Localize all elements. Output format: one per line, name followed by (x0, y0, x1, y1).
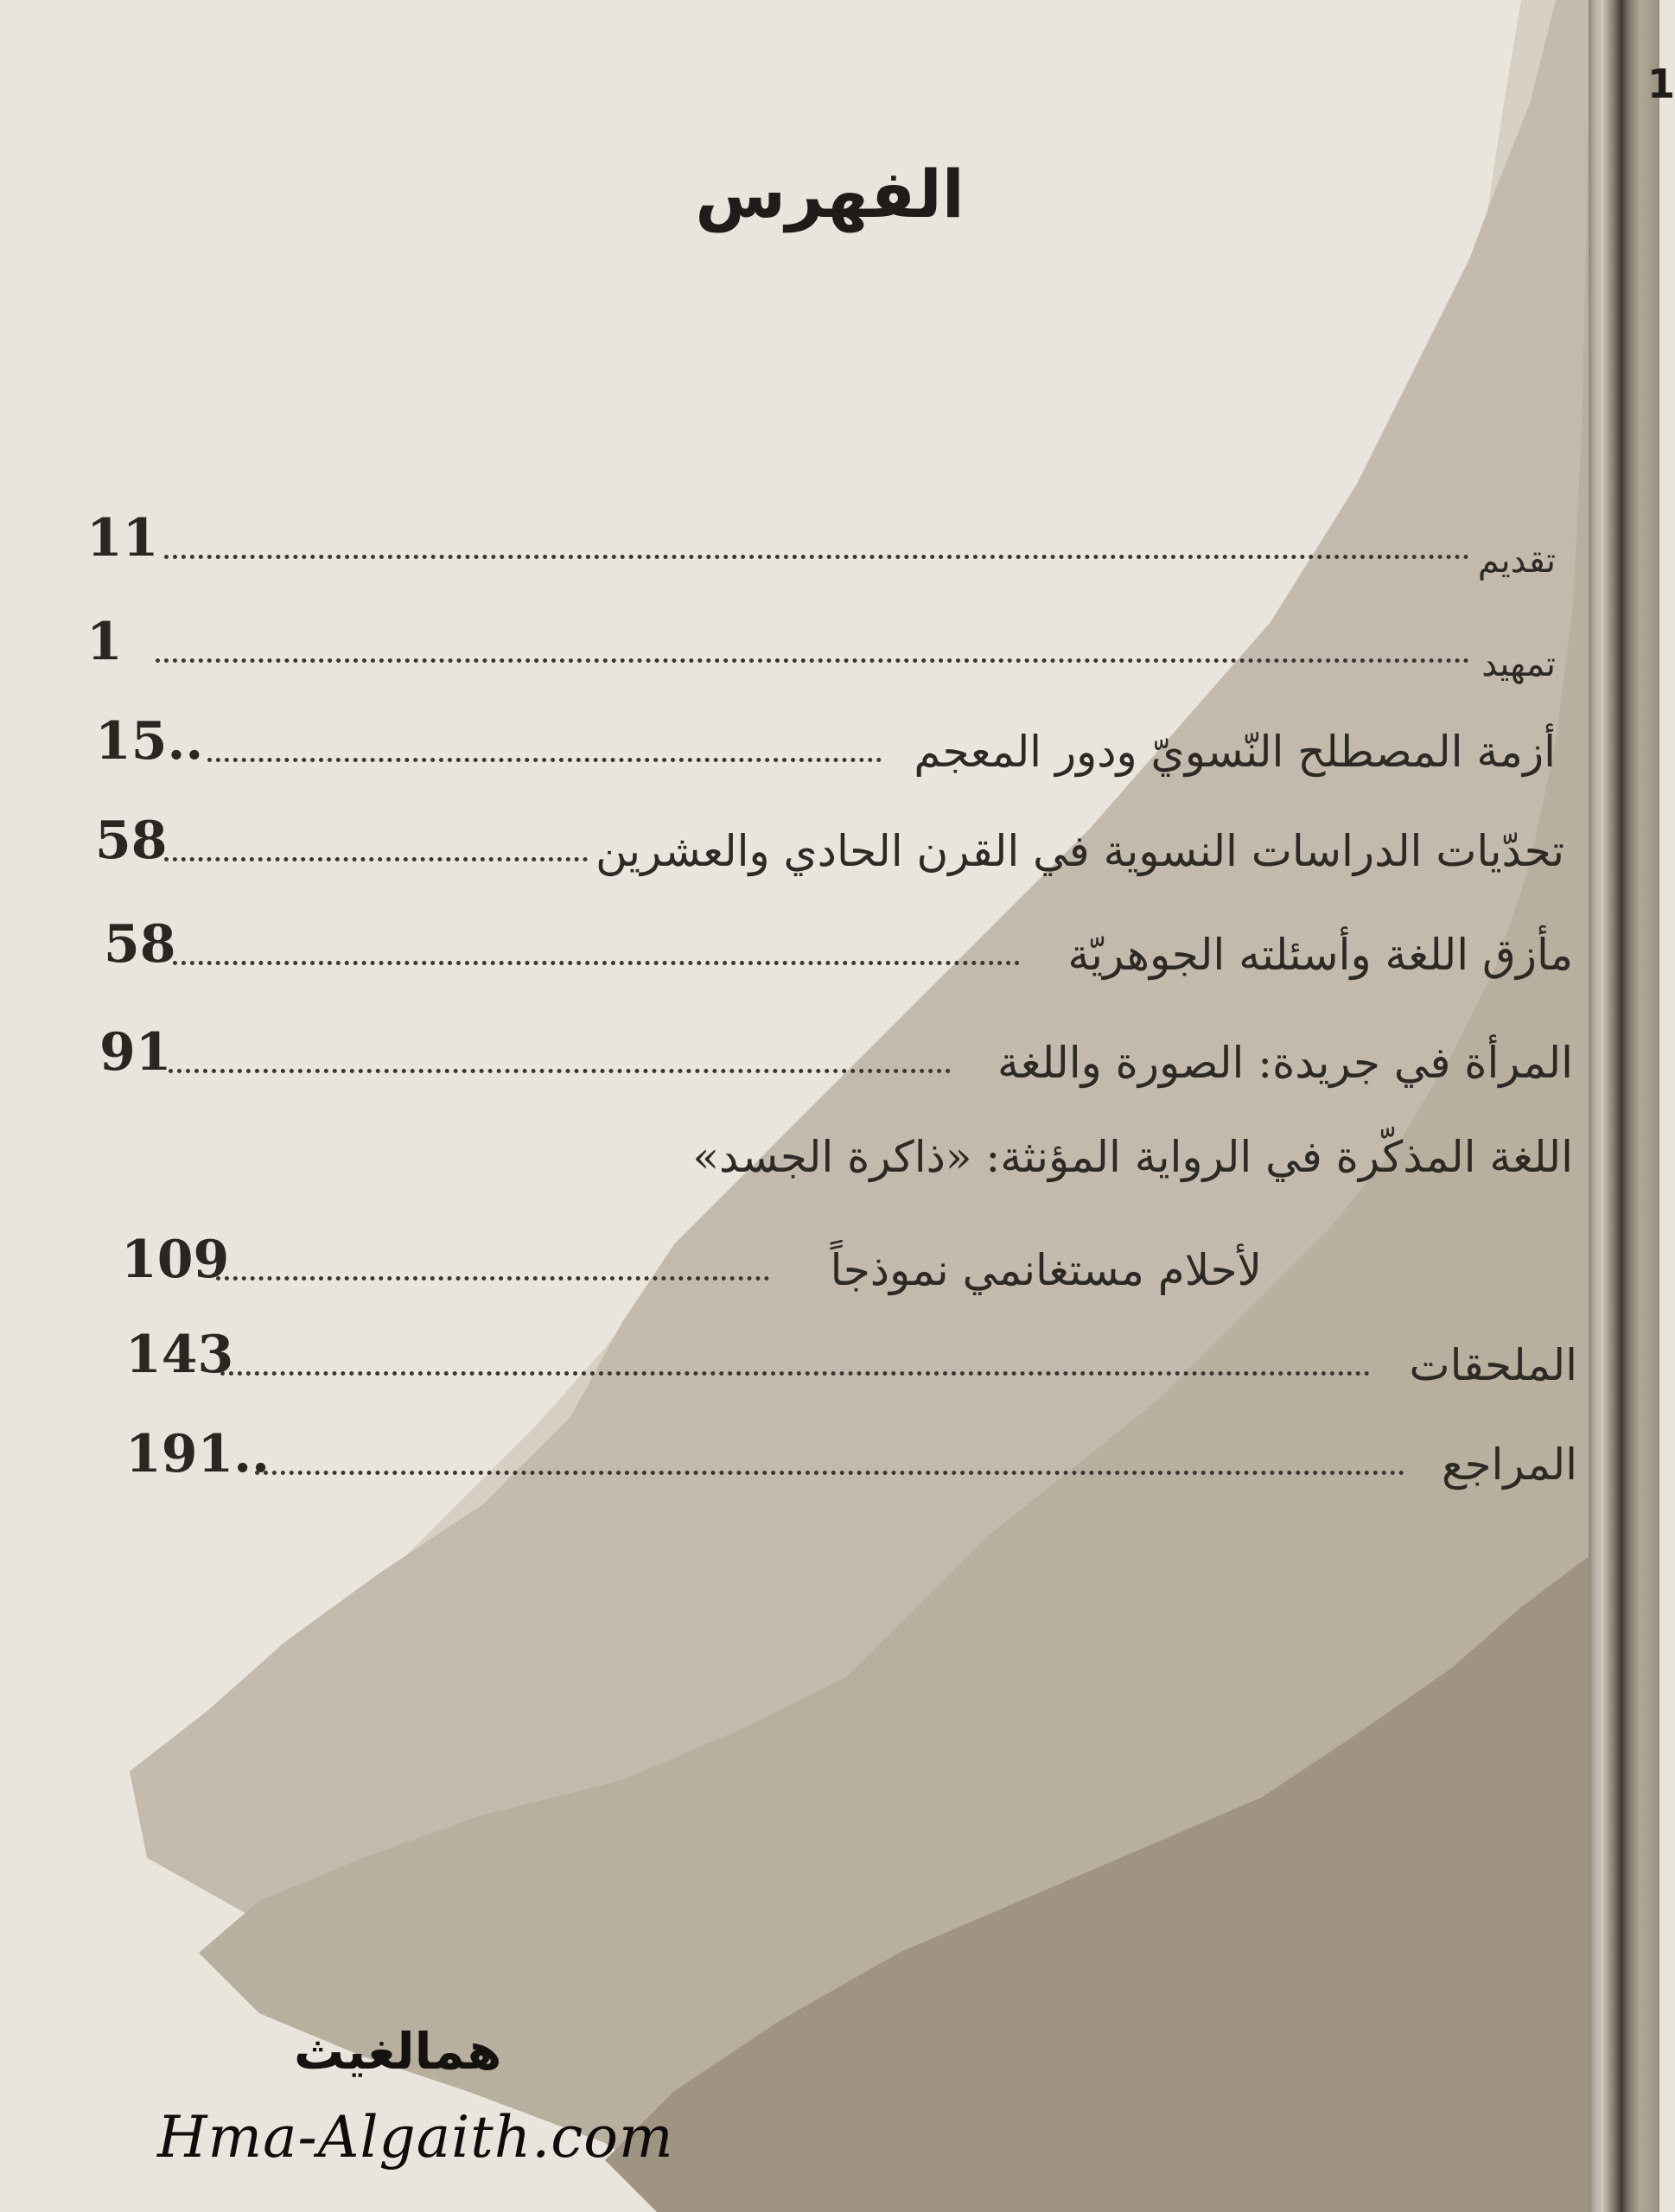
toc-page-number: 58 (104, 914, 176, 975)
book-spine (1589, 0, 1659, 2212)
toc-row (95, 808, 1564, 886)
toc-page-number: 191.. (125, 1424, 271, 1484)
toc-page-number: 91 (99, 1022, 172, 1083)
toc-leader-dots (216, 1276, 769, 1281)
toc-row (99, 1020, 1573, 1097)
toc-leader-dots (220, 1371, 1370, 1376)
toc-page-number: 1 (86, 612, 123, 672)
toc-row (104, 912, 1573, 989)
toc-page-number: 109 (121, 1230, 230, 1290)
toc-page-number: 143 (125, 1325, 234, 1385)
toc-entry-label: لأحلام مستغانمي نموذجاً (830, 1245, 1262, 1295)
toc-entry-label: تمهيد (1481, 645, 1556, 684)
page-title: الفهرس (695, 156, 965, 232)
toc-leader-dots (156, 658, 1469, 663)
toc-page-number: 15.. (95, 711, 204, 772)
toc-entry-label: الملحقات (1409, 1340, 1577, 1390)
toc-leader-dots (173, 961, 1020, 965)
toc-row (95, 709, 1556, 786)
toc-row (125, 1421, 1577, 1499)
toc-row (86, 505, 1556, 583)
toc-entry-label: مأزق اللغة وأسئلته الجوهريّة (1067, 930, 1573, 980)
toc-leader-dots (164, 857, 588, 861)
toc-row (125, 1322, 1577, 1400)
toc-entry-label: أزمة المصطلح النّسويّ ودور المعجم (914, 727, 1556, 777)
toc-row (121, 1227, 1262, 1305)
toc-entry-label: تقديم (1477, 541, 1556, 581)
toc-entry-label: المرأة في جريدة: الصورة واللغة (997, 1038, 1573, 1088)
toc-leader-dots (207, 758, 882, 762)
toc-leader-dots (255, 1471, 1404, 1475)
watermark-url: Hma-Algaith.com (157, 2104, 674, 2171)
spine-mark: 1 (1647, 60, 1675, 107)
toc-leader-dots (169, 1069, 951, 1073)
toc-entry-label: المراجع (1441, 1440, 1577, 1490)
toc-row (86, 609, 1556, 687)
toc-page-number: 11 (86, 508, 159, 569)
watermark-arabic: همالغيث (294, 2022, 502, 2081)
toc-leader-dots (164, 555, 1469, 559)
toc-page-number: 58 (95, 810, 168, 871)
toc-entry-label: تحدّيات الدراسات النسوية في القرن الحادي والعشرين (595, 826, 1564, 876)
toc-entry-label-multiline: اللغة المذكّرة في الرواية المؤنثة: «ذاكرة الجسد» (692, 1132, 1573, 1182)
